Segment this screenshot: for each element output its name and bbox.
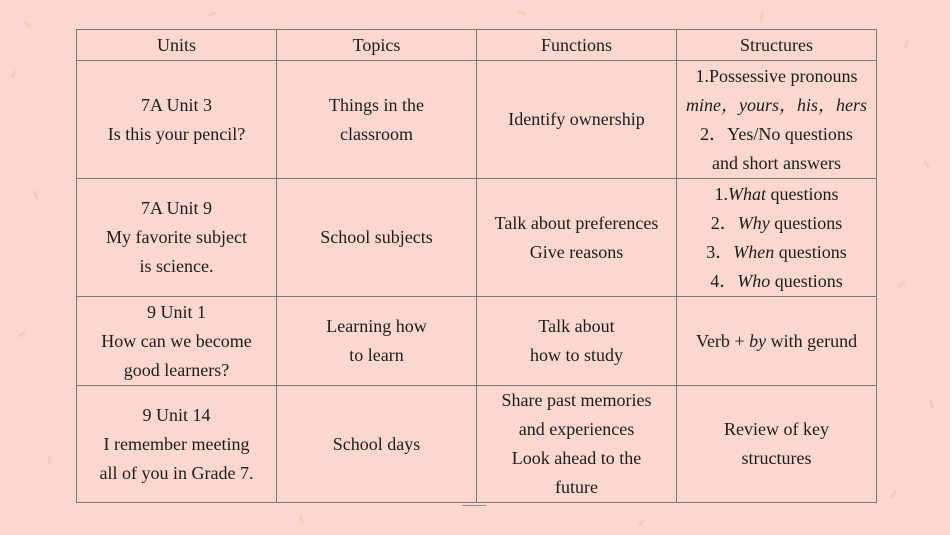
structure-cell bbox=[677, 61, 877, 179]
structure-text: with gerund bbox=[766, 330, 858, 351]
table-row bbox=[77, 386, 877, 503]
structure-text: Verb + bbox=[695, 330, 750, 351]
structure-line bbox=[681, 62, 872, 91]
structure-cell bbox=[677, 297, 877, 386]
structure-line bbox=[681, 267, 872, 296]
structure-line bbox=[681, 327, 872, 356]
header-topics: Topics bbox=[277, 30, 477, 61]
header-units: Units bbox=[77, 30, 277, 61]
function-cell bbox=[477, 386, 677, 503]
table-row bbox=[77, 61, 877, 179]
unit-line: is science. bbox=[139, 256, 214, 276]
structure-line bbox=[681, 209, 872, 238]
structure-text: questions bbox=[770, 270, 843, 291]
unit-line: all of you in Grade 7. bbox=[99, 462, 254, 483]
function-cell bbox=[477, 179, 677, 297]
function-line: Identify ownership bbox=[508, 109, 645, 129]
unit-line: 7A Unit 9 bbox=[140, 198, 212, 218]
topic-cell bbox=[277, 61, 477, 179]
structure-line bbox=[681, 444, 872, 473]
structure-line bbox=[681, 415, 872, 444]
structure-cell bbox=[677, 386, 877, 503]
structure-text: structures bbox=[741, 448, 812, 468]
structure-emphasis: Who bbox=[737, 270, 771, 291]
structure-text: Review of key bbox=[724, 419, 829, 439]
function-line: Give reasons bbox=[529, 241, 624, 262]
topic-line: Things in the bbox=[329, 94, 424, 115]
topic-line: School days bbox=[332, 433, 421, 454]
function-line: future bbox=[555, 477, 598, 497]
unit-cell bbox=[77, 297, 277, 386]
structure-text: questions bbox=[769, 212, 843, 233]
topic-line: to learn bbox=[349, 345, 404, 365]
header-structures: Structures bbox=[677, 30, 877, 61]
function-cell bbox=[477, 61, 677, 179]
function-cell bbox=[477, 297, 677, 386]
structure-text: 1.Possessive pronouns bbox=[695, 65, 858, 86]
structure-line bbox=[681, 91, 872, 120]
unit-line: good learners? bbox=[123, 359, 230, 380]
structure-emphasis: Why bbox=[737, 212, 770, 233]
structure-text: 2．Yes/No questions bbox=[700, 123, 853, 144]
curriculum-table bbox=[76, 29, 877, 503]
structure-line bbox=[681, 238, 872, 267]
function-line: Share past memories bbox=[501, 390, 652, 410]
structure-text: 3． bbox=[706, 241, 734, 262]
structure-line bbox=[681, 120, 872, 149]
function-line: Talk about preferences bbox=[494, 212, 659, 233]
structure-text: 2． bbox=[710, 212, 738, 233]
header-functions: Functions bbox=[477, 30, 677, 61]
topic-cell bbox=[277, 386, 477, 503]
unit-line: 9 Unit 14 bbox=[142, 404, 211, 425]
topic-line: School subjects bbox=[320, 227, 433, 247]
structure-emphasis: mine，yours，his，hers bbox=[686, 94, 867, 115]
function-line: how to study bbox=[529, 345, 623, 365]
function-line: Talk about bbox=[538, 316, 615, 336]
structure-text: questions bbox=[765, 183, 839, 204]
structure-text: and short answers bbox=[712, 152, 841, 173]
topic-cell bbox=[277, 297, 477, 386]
unit-line: Is this your pencil? bbox=[107, 123, 246, 144]
structure-text: questions bbox=[774, 241, 847, 262]
table-row bbox=[77, 179, 877, 297]
unit-line: My favorite subject bbox=[106, 227, 247, 247]
structure-text: 1. bbox=[714, 183, 728, 204]
topic-line: classroom bbox=[340, 123, 413, 144]
unit-line: 9 Unit 1 bbox=[146, 301, 206, 322]
function-line: Look ahead to the bbox=[511, 448, 642, 468]
structure-text: 4． bbox=[710, 270, 738, 291]
table-row bbox=[77, 297, 877, 386]
topic-line: Learning how bbox=[326, 316, 427, 336]
function-line: and experiences bbox=[518, 419, 635, 439]
unit-cell bbox=[77, 61, 277, 179]
unit-line: 7A Unit 3 bbox=[140, 94, 212, 115]
unit-line: How can we become bbox=[101, 330, 252, 351]
unit-cell bbox=[77, 386, 277, 503]
structure-cell bbox=[677, 179, 877, 297]
structure-line bbox=[681, 180, 872, 209]
unit-line: I remember meeting bbox=[103, 433, 250, 454]
structure-emphasis: When bbox=[733, 241, 775, 262]
structure-emphasis: What bbox=[727, 183, 766, 204]
structure-emphasis: by bbox=[749, 330, 767, 351]
header-row bbox=[77, 30, 877, 61]
unit-cell bbox=[77, 179, 277, 297]
topic-cell bbox=[277, 179, 477, 297]
page-marker bbox=[462, 505, 486, 506]
structure-line bbox=[681, 149, 872, 178]
